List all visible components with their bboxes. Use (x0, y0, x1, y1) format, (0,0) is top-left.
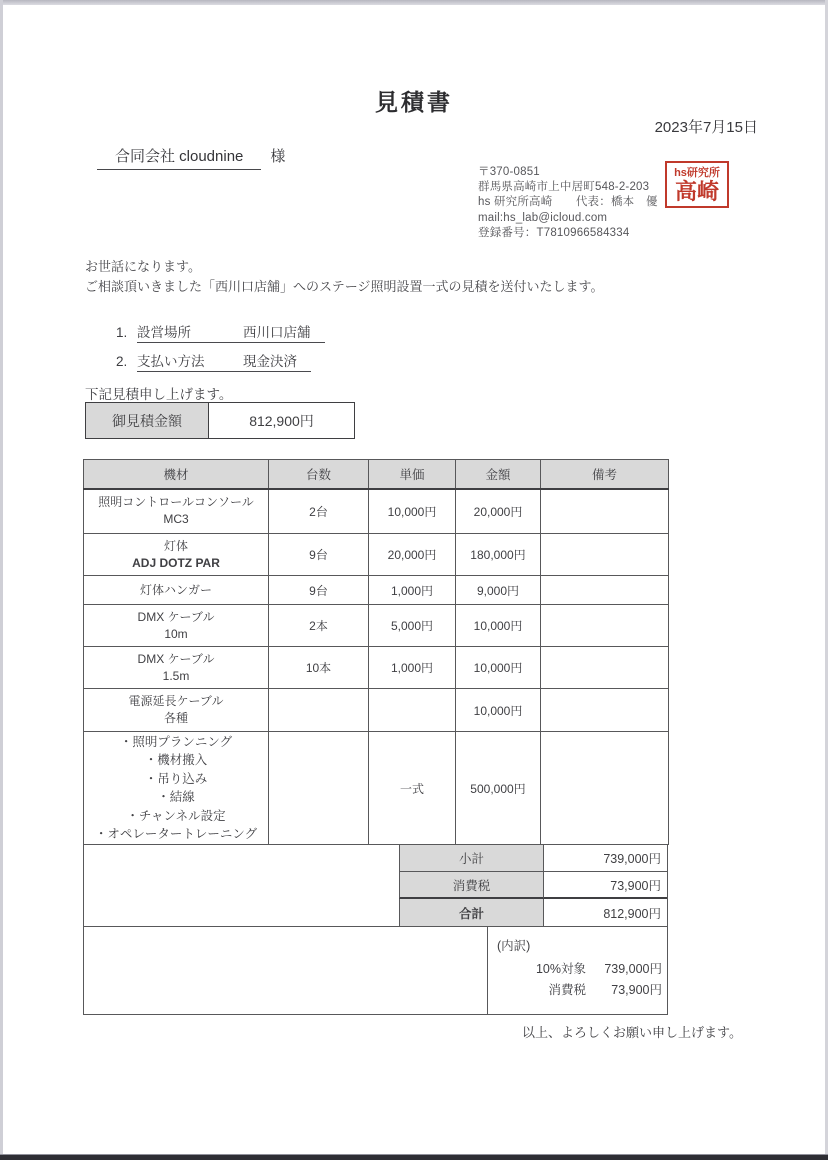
document-title: 見積書 (375, 89, 453, 115)
note-cell (541, 605, 669, 647)
breakdown-empty-area (84, 927, 488, 1014)
item-line1: 灯体ハンガー (139, 582, 212, 597)
condition-row-payment (116, 350, 325, 372)
unit-price-cell: 一式 (369, 732, 456, 845)
item-line1: DMX ケーブル (137, 609, 215, 624)
note-cell (541, 647, 669, 689)
table-row (84, 534, 669, 576)
grand-total-label: 合計 (399, 899, 543, 926)
grand-total-value: 812,900円 (543, 899, 667, 926)
qty-cell (269, 732, 369, 845)
stamp-line2: 高崎 (674, 179, 719, 204)
greeting-line-1: お世話になります。 (85, 259, 201, 274)
issue-date: 2023年7月15日 (654, 119, 758, 136)
unit-price-cell: 1,000円 (369, 576, 456, 605)
qty-cell: 2本 (269, 605, 369, 647)
breakdown-value: 739,000円 (604, 962, 662, 976)
items-table (83, 459, 669, 845)
unit-price-cell: 20,000円 (369, 534, 456, 576)
header-quantity: 台数 (269, 460, 369, 489)
subtotal-value: 739,000円 (543, 845, 667, 872)
breakdown-value: 73,900円 (611, 983, 662, 997)
amount-cell: 180,000円 (456, 534, 541, 576)
table-row-services (84, 732, 669, 845)
condition-value: 西川口店舗 (243, 325, 311, 340)
service-line: ・結線 (157, 790, 195, 804)
note-cell (541, 534, 669, 576)
item-cell (84, 534, 269, 576)
qty-cell: 10本 (269, 647, 369, 689)
table-header-row (84, 460, 669, 489)
header-unit-price: 単価 (369, 460, 456, 489)
breakdown-row (497, 959, 662, 980)
closing-remark: 以上、よろしくお願い申し上げます。 (522, 1025, 742, 1040)
sender-mail: mail:hs_lab@icloud.com (478, 211, 608, 224)
item-cell (84, 605, 269, 647)
sender-registration: 登録番号：T7810966584334 (478, 226, 630, 239)
qty-cell: 9台 (269, 534, 369, 576)
qty-cell: 9台 (269, 576, 369, 605)
condition-number: 2. (116, 354, 128, 369)
item-cell (84, 489, 269, 534)
subtotal-row (84, 845, 667, 872)
greeting-paragraph (85, 257, 603, 296)
condition-number: 1. (116, 325, 128, 340)
note-cell (541, 489, 669, 534)
condition-value: 現金決済 (243, 354, 297, 369)
total-amount-box (85, 402, 355, 439)
note-cell (541, 732, 669, 845)
item-cell (84, 647, 269, 689)
condition-entry (137, 321, 325, 343)
quote-intro-text: 下記見積申し上げます。 (85, 387, 233, 402)
condition-entry (137, 350, 311, 372)
table-row (84, 605, 669, 647)
totals-and-breakdown (83, 845, 668, 1015)
totals-spacer (84, 872, 399, 899)
sender-postal: 〒370-0851 (478, 166, 540, 178)
service-line: ・機材搬入 (144, 753, 208, 767)
item-line2: 1.5m (162, 668, 190, 683)
recipient-honorific: 様 (270, 148, 286, 165)
table-row (84, 647, 669, 689)
photo-edge-left (0, 0, 3, 1160)
breakdown-row (497, 980, 662, 1001)
header-amount: 金額 (456, 460, 541, 489)
photo-edge-bottom (0, 1154, 828, 1160)
amount-cell: 10,000円 (456, 647, 541, 689)
condition-label: 設営場所 (137, 325, 191, 340)
note-cell (541, 689, 669, 732)
header-note: 備考 (541, 460, 669, 489)
subtotal-label: 小計 (399, 845, 543, 872)
photo-edge-top (0, 0, 828, 5)
unit-price-cell (369, 689, 456, 732)
item-line2: ADJ DOTZ PAR (132, 555, 220, 570)
item-line2: 各種 (163, 711, 188, 725)
item-line2: 10m (164, 626, 188, 641)
item-line1: 電源延長ケーブル (128, 694, 224, 708)
tax-row (84, 872, 667, 899)
table-row (84, 689, 669, 732)
item-cell (84, 576, 269, 605)
tax-label: 消費税 (399, 872, 543, 899)
item-line2: MC3 (163, 512, 189, 527)
totals-spacer (84, 899, 399, 926)
amount-cell: 9,000円 (456, 576, 541, 605)
table-row (84, 489, 669, 534)
totals-spacer (84, 845, 399, 872)
item-line1: 照明コントロールコンソール (98, 495, 254, 510)
amount-cell: 500,000円 (456, 732, 541, 845)
table-row (84, 576, 669, 605)
sender-block (478, 165, 658, 241)
amount-cell: 20,000円 (456, 489, 541, 534)
breakdown-label: 消費税 (548, 983, 586, 997)
total-amount-label: 御見積金額 (86, 403, 209, 438)
breakdown-content (488, 927, 667, 1014)
breakdown-title: (内訳) (497, 939, 531, 953)
service-line: ・オペレータートレーニング (94, 827, 258, 841)
stamp-line1: hs研究所 (674, 167, 720, 179)
tax-breakdown-box (84, 926, 667, 1015)
header-item: 機材 (84, 460, 269, 489)
sender-address: 群馬県高崎市上中居町548-2-203 (478, 181, 650, 194)
item-cell (84, 689, 269, 732)
total-amount-value: 812,900円 (249, 412, 314, 429)
recipient-line (97, 145, 285, 170)
unit-price-cell: 10,000円 (369, 489, 456, 534)
item-cell (84, 732, 269, 845)
service-line: ・吊り込み (144, 771, 208, 786)
breakdown-label: 10%対象 (535, 962, 586, 976)
condition-row-site (116, 321, 325, 343)
item-line1: 灯体 (163, 538, 188, 553)
grand-total-row (84, 899, 667, 926)
recipient-name: 合同会社 cloudnine (97, 145, 261, 170)
qty-cell: 2台 (269, 489, 369, 534)
unit-price-cell: 1,000円 (369, 647, 456, 689)
tax-value: 73,900円 (543, 872, 667, 899)
estimate-table-area (83, 459, 668, 1015)
condition-label: 支払い方法 (137, 354, 205, 369)
qty-cell (269, 689, 369, 732)
item-line1: DMX ケーブル (137, 651, 215, 666)
greeting-line-2: ご相談頂いきました「西川口店舗」へのステージ照明設置一式の見積を送付いたします。 (85, 278, 604, 294)
sender-company: hs 研究所高崎 代表：橋本 優 (478, 196, 658, 209)
note-cell (541, 576, 669, 605)
unit-price-cell: 5,000円 (369, 605, 456, 647)
amount-cell: 10,000円 (456, 689, 541, 732)
company-seal-stamp (665, 161, 729, 208)
conditions-list (116, 321, 325, 379)
service-line: ・照明プランニング (119, 734, 233, 749)
amount-cell: 10,000円 (456, 605, 541, 647)
service-line: ・チャンネル設定 (126, 808, 226, 823)
